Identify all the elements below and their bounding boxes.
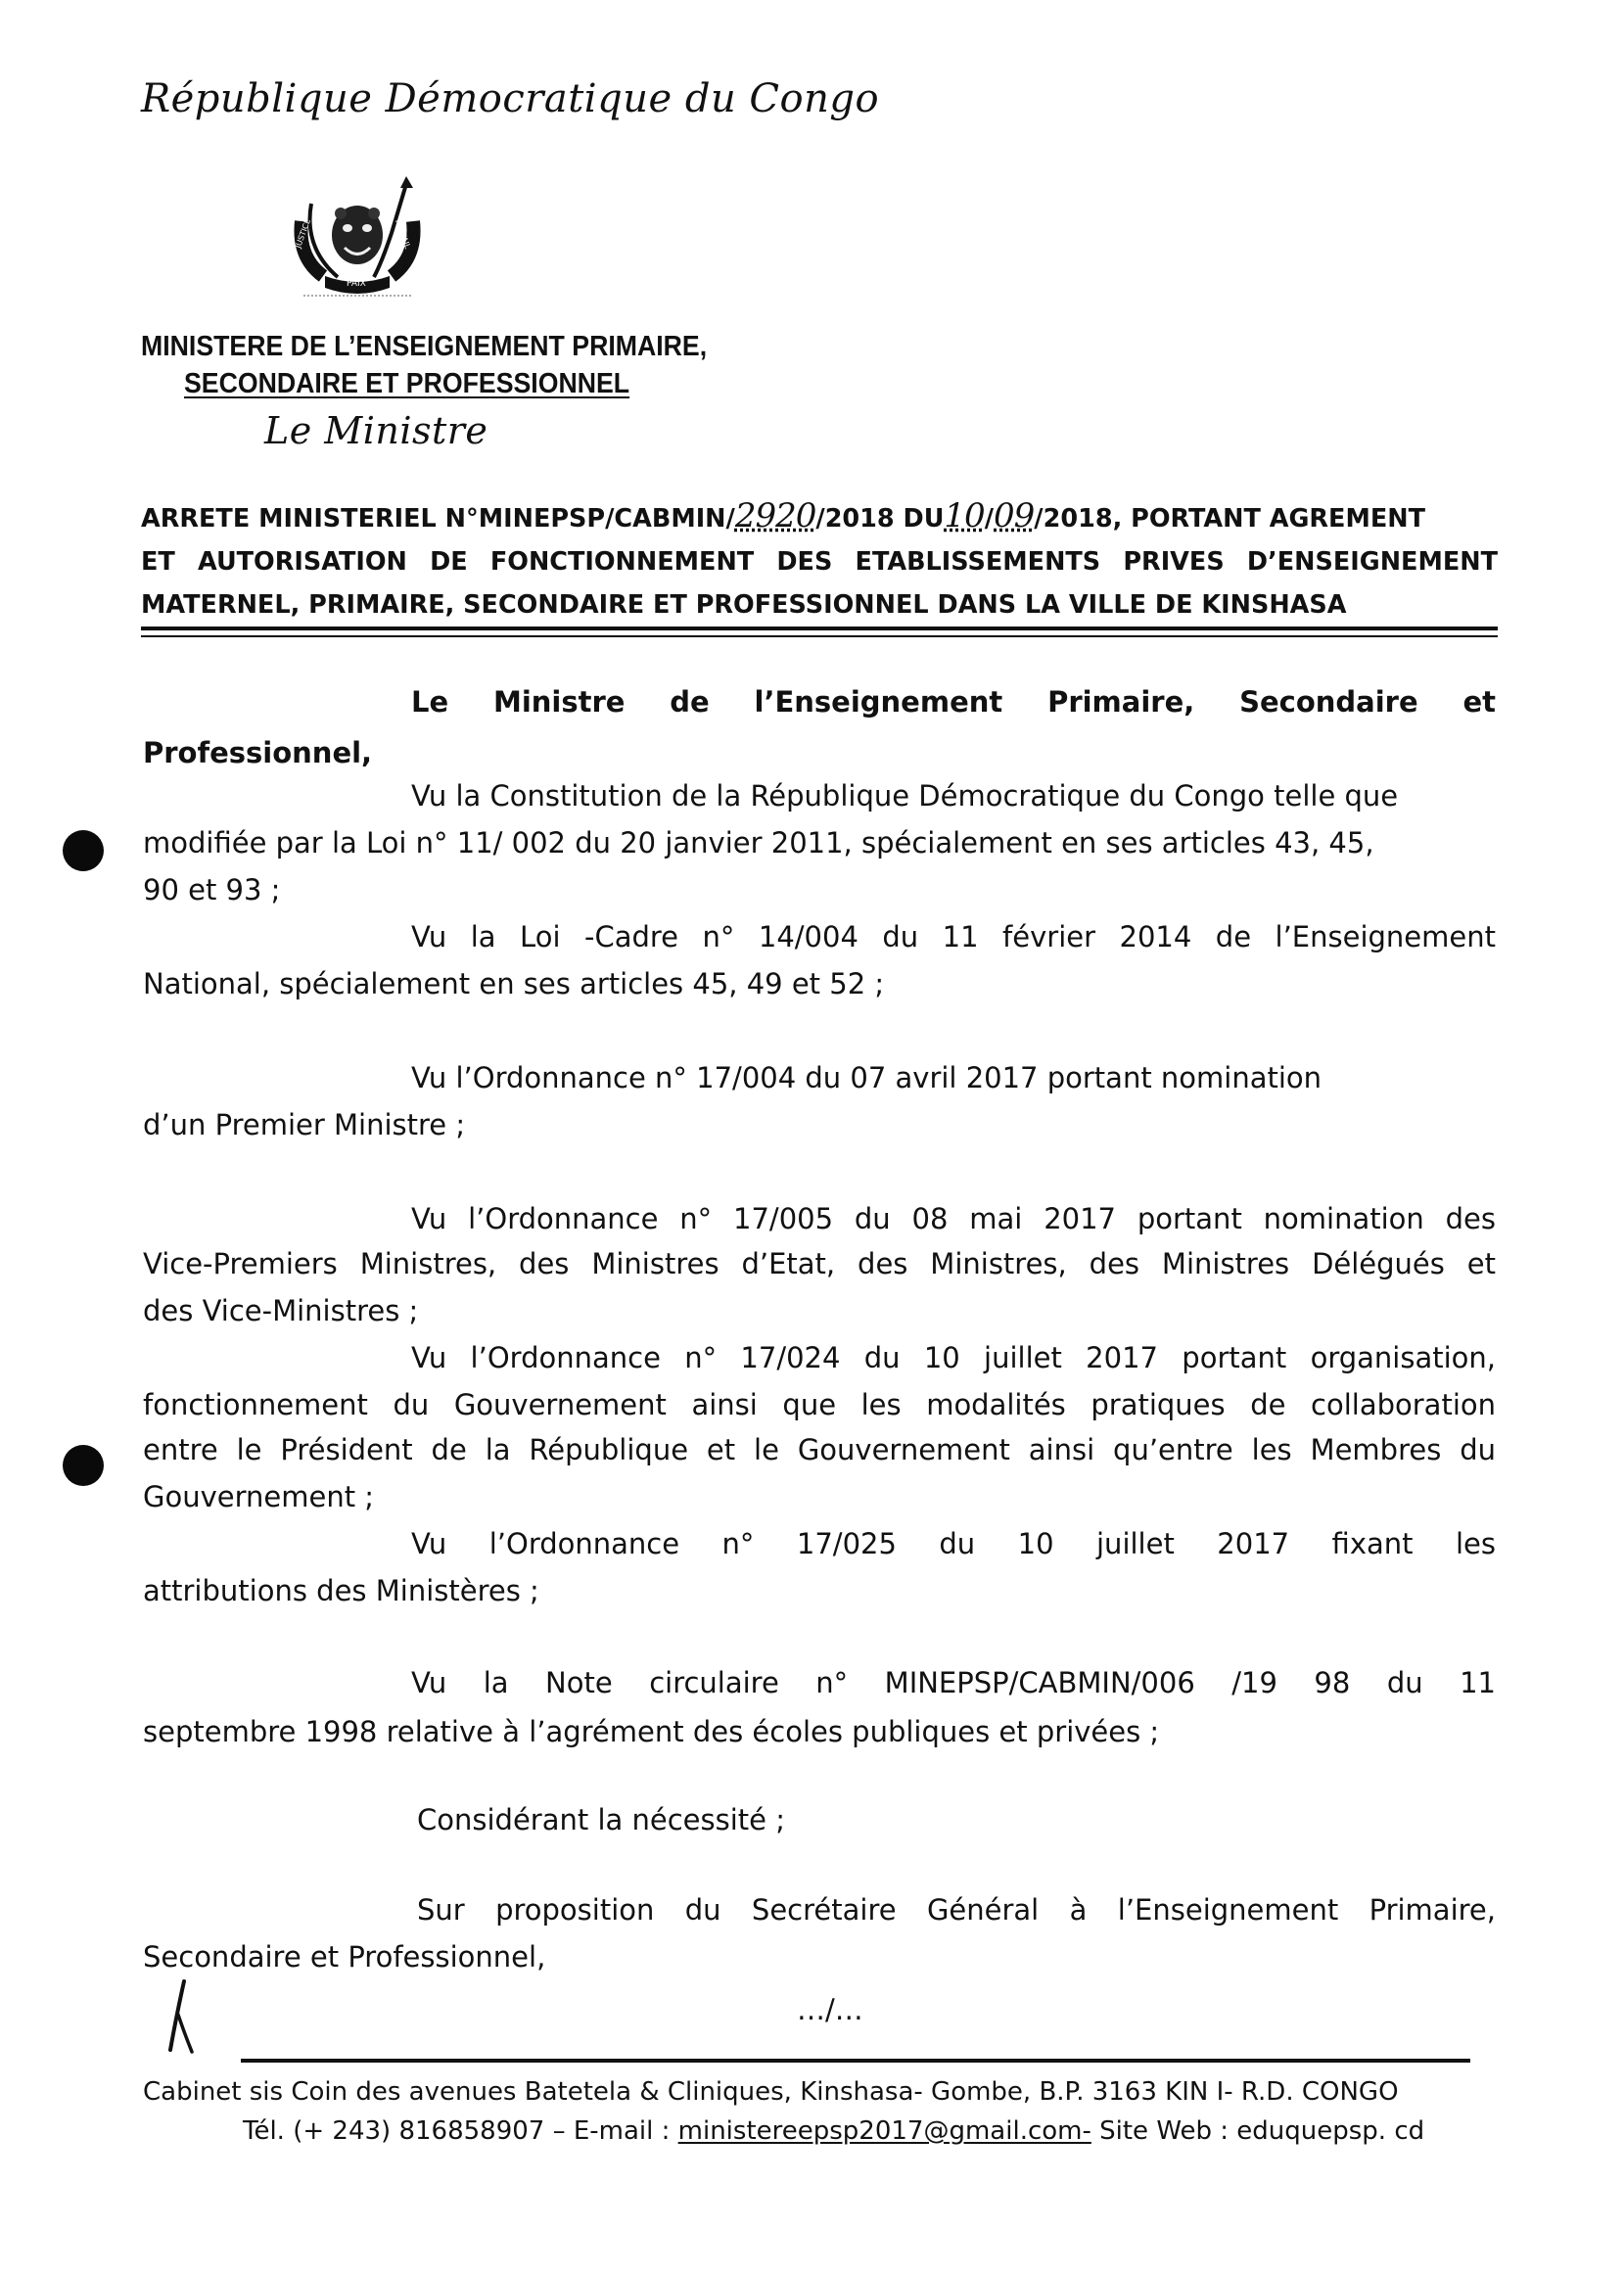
footer-email-link[interactable]: ministereepsp2017@gmail.com- — [677, 2116, 1091, 2146]
country-title: République Démocratique du Congo — [141, 76, 880, 121]
arrete-ref-suffix: /2018, PORTANT AGREMENT — [1034, 504, 1426, 534]
heading-rule-thin — [141, 635, 1498, 637]
ministry-name-line2-text: SECONDAIRE ET PROFESSIONNEL — [184, 368, 630, 399]
arrete-line2: ET AUTORISATION DE FONCTIONNEMENT DES ETABLISSEMENTS PRIVES D’ENSEIGNEMENT — [141, 547, 1498, 577]
arrete-month: 09 — [994, 496, 1035, 535]
p1-line3: 90 et 93 ; — [143, 873, 281, 906]
handwritten-initial-mark — [155, 1977, 213, 2056]
arrete-heading — [141, 494, 1498, 627]
ministry-name-line2 — [184, 368, 629, 400]
p4-line3: des Vice-Ministres ; — [143, 1294, 419, 1327]
p5-line1: Vu l’Ordonnance n° 17/024 du 10 juillet 2017 portant organisation, — [411, 1341, 1496, 1374]
p8-line1: Considérant la nécessité ; — [417, 1803, 785, 1836]
arrete-sep: / — [984, 504, 995, 534]
p4-line1: Vu l’Ordonnance n° 17/005 du 08 mai 2017 portant nomination des — [411, 1202, 1496, 1235]
p9-line1: Sur proposition du Secrétaire Général à l’Enseignement Primaire, — [417, 1893, 1496, 1927]
p9-line2: Secondaire et Professionnel, — [143, 1940, 546, 1974]
arrete-ref-prefix: ARRETE MINISTERIEL N°MINEPSP/CABMIN/ — [141, 504, 735, 534]
intro-line1: Le Ministre de l’Enseignement Primaire, Secondaire et — [411, 685, 1496, 719]
p5-line4: Gouvernement ; — [143, 1480, 375, 1513]
footer-phone: Tél. (+ 243) 816858907 – E-mail : — [243, 2116, 678, 2146]
p3-line1: Vu l’Ordonnance n° 17/004 du 07 avril 2017 portant nomination — [411, 1061, 1322, 1094]
p2-line1: Vu la Loi -Cadre n° 14/004 du 11 février 2014 de l’Enseignement — [411, 920, 1496, 953]
footer-address: Cabinet sis Coin des avenues Batetela & Cliniques, Kinshasa- Gombe, B.P. 3163 KIN I- R.D. CONGO — [143, 2077, 1399, 2107]
minister-title: Le Ministre — [264, 409, 488, 452]
p5-line2: fonctionnement du Gouvernement ainsi que les modalités pratiques de collaboration — [143, 1388, 1496, 1421]
punch-hole-top — [63, 830, 104, 871]
punch-hole-bottom — [63, 1445, 104, 1486]
p5-line3: entre le Président de la République et le Gouvernement ainsi qu’entre les Membres du — [143, 1433, 1496, 1466]
footer-website: Site Web : eduquepsp. cd — [1090, 2116, 1425, 2146]
p7-line1: Vu la Note circulaire n° MINEPSP/CABMIN/006 /19 98 du 11 — [411, 1666, 1496, 1699]
footer-contact — [243, 2116, 1424, 2146]
ministry-name-line1: MINISTERE DE L’ENSEIGNEMENT PRIMAIRE, — [141, 331, 708, 362]
footer-rule — [241, 2059, 1470, 2063]
arrete-line3: MATERNEL, PRIMAIRE, SECONDAIRE ET PROFESSIONNEL DANS LA VILLE DE KINSHASA — [141, 590, 1347, 620]
p3-line2: d’un Premier Ministre ; — [143, 1108, 466, 1141]
arrete-day: 10 — [944, 496, 985, 535]
motto-left: JUSTICE — [294, 217, 313, 250]
motto-bottom: PAIX — [347, 279, 366, 289]
page-continuation: …/… — [797, 1993, 863, 2026]
p1-line2: modifiée par la Loi n° 11/ 002 du 20 janvier 2011, spécialement en ses articles 43, 45, — [143, 826, 1374, 859]
p4-line2: Vice-Premiers Ministres, des Ministres d’Etat, des Ministres, des Ministres Délégués et — [143, 1247, 1496, 1280]
intro-line2: Professionnel, — [143, 736, 373, 769]
arrete-number: 2920 — [734, 496, 816, 535]
p1-line1: Vu la Constitution de la République Démocratique du Congo telle que — [411, 779, 1399, 813]
motto-right: TRAVAIL — [393, 216, 412, 251]
p2-line2: National, spécialement en ses articles 45, 49 et 52 ; — [143, 967, 885, 1000]
p6-line1: Vu l’Ordonnance n° 17/025 du 10 juillet 2017 fixant les — [411, 1527, 1496, 1560]
arrete-line1 — [141, 494, 1498, 540]
heading-rule-thick — [141, 627, 1498, 630]
p7-line2: septembre 1998 relative à l’agrément des écoles publiques et privées ; — [143, 1715, 1160, 1748]
arrete-year-du: /2018 DU — [815, 504, 945, 534]
p6-line2: attributions des Ministères ; — [143, 1574, 539, 1607]
